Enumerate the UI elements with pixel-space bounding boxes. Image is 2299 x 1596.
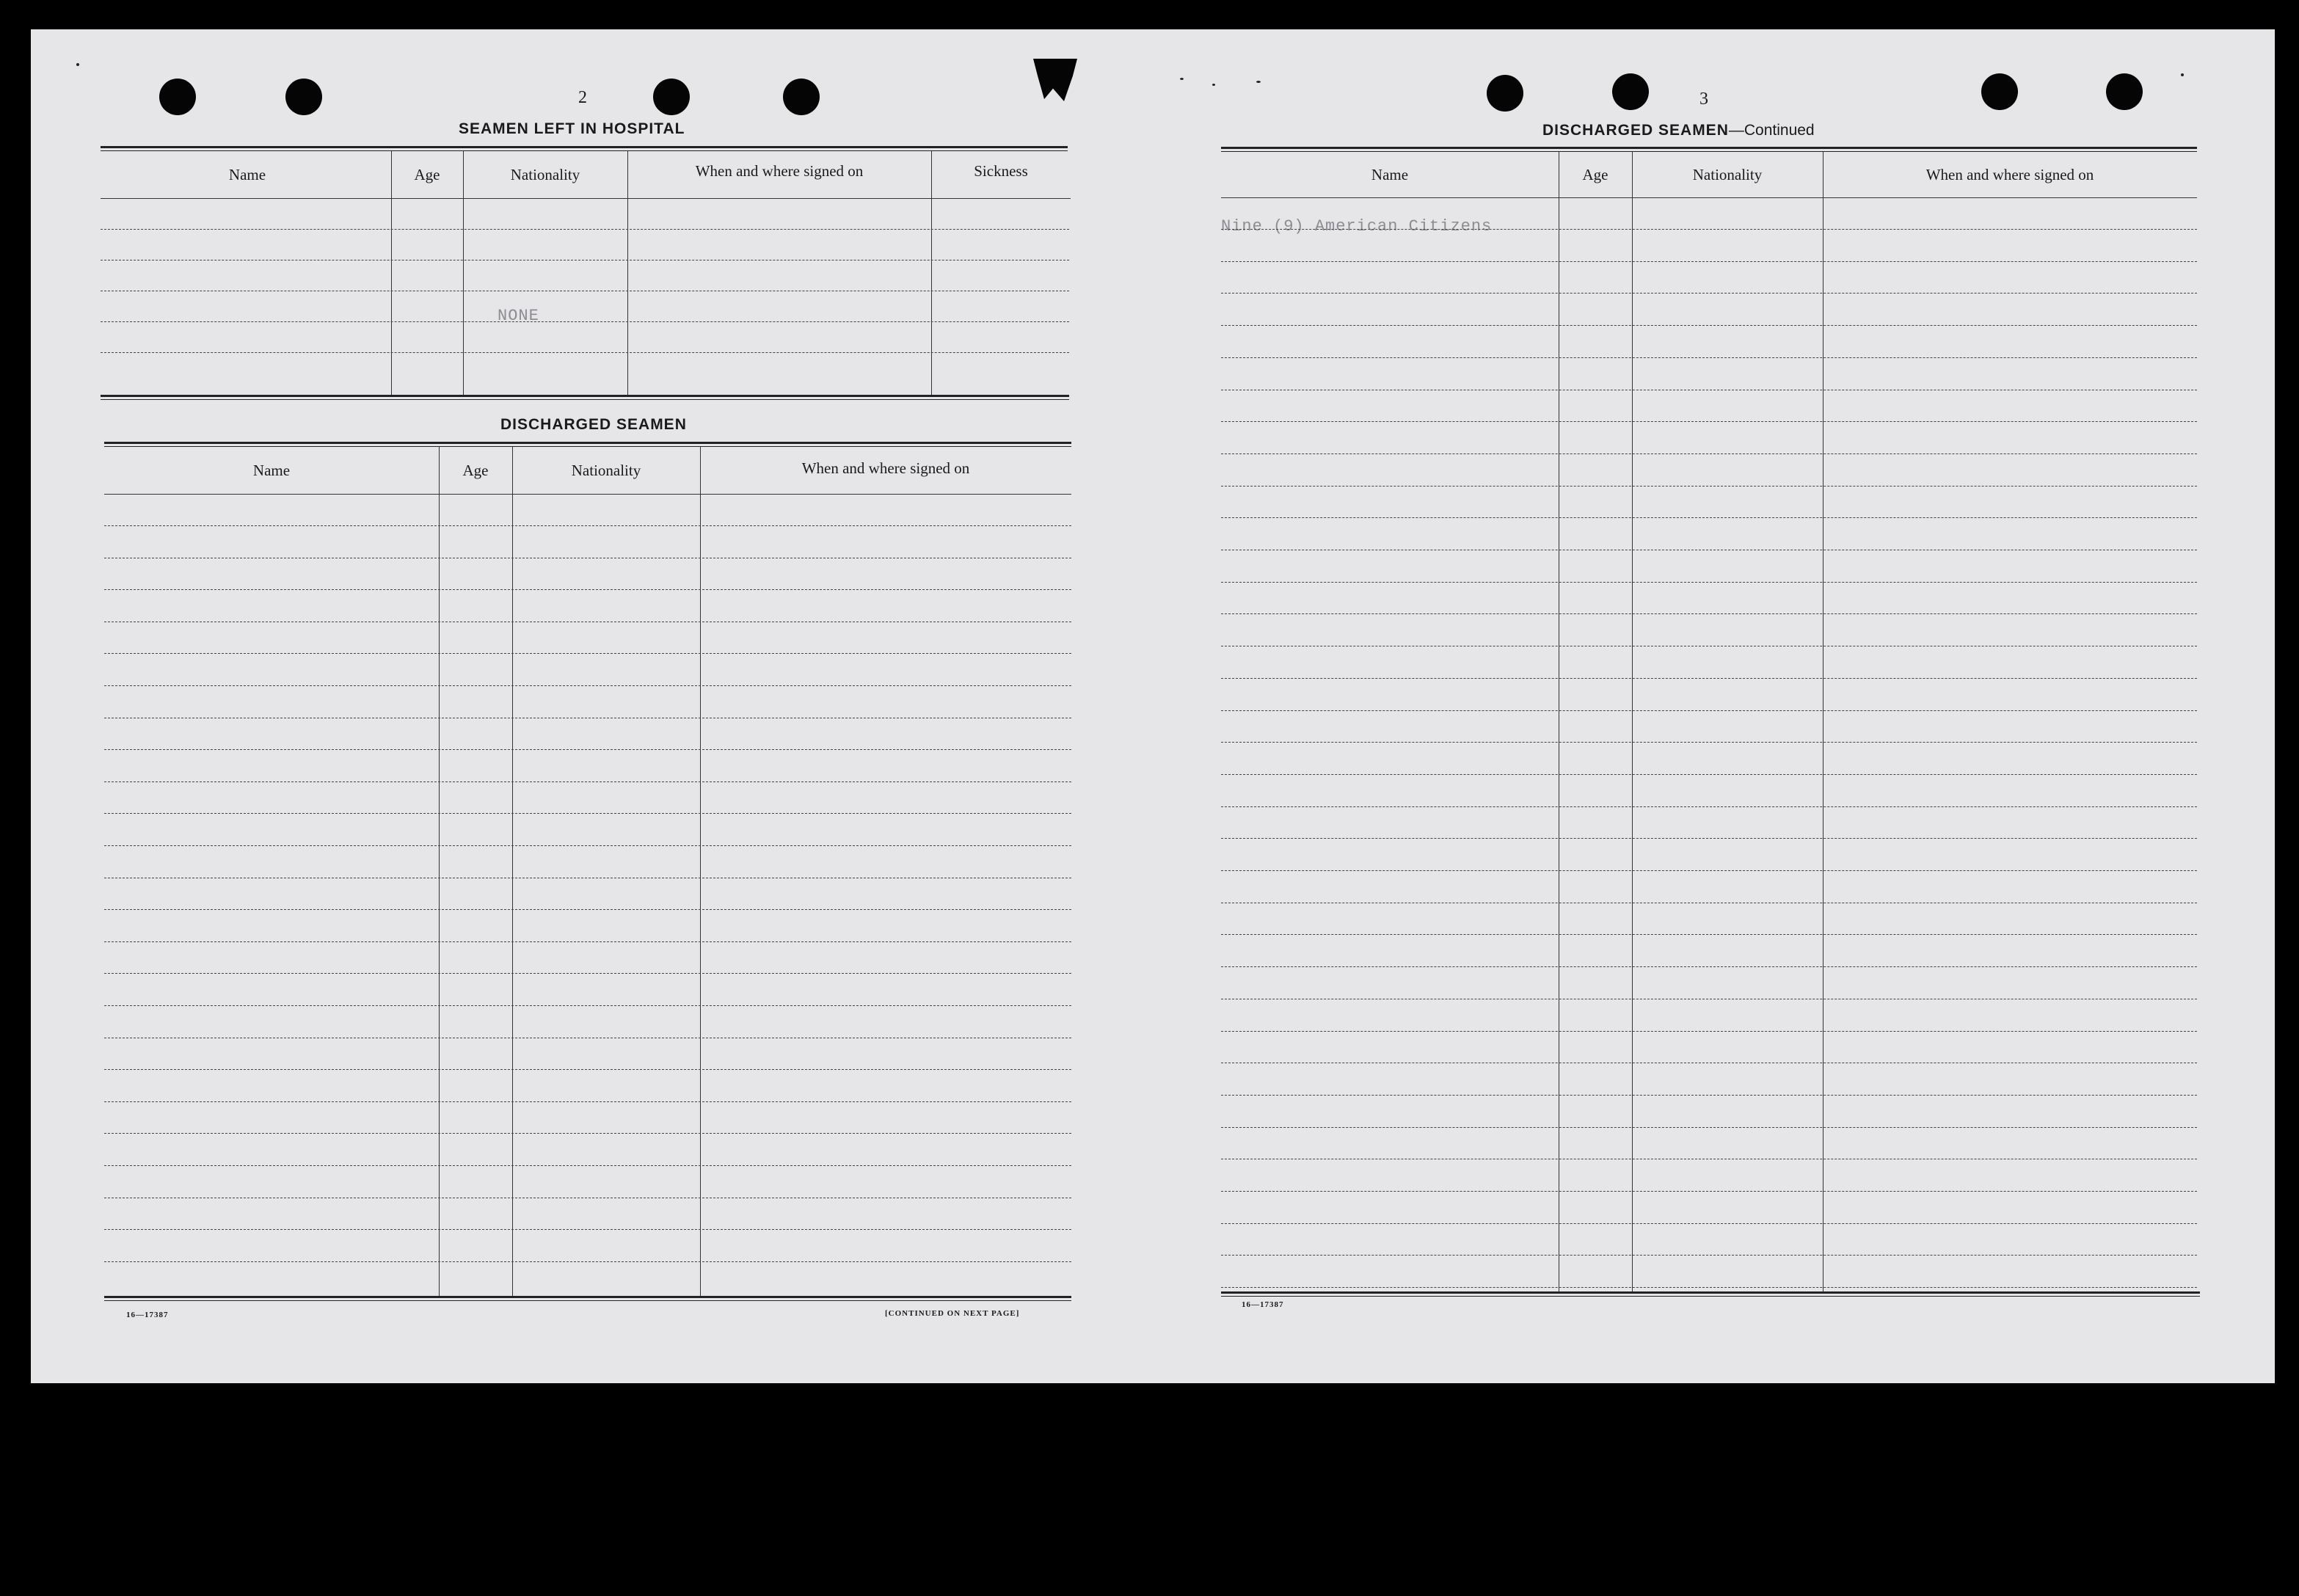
scanned-form-sheet (31, 29, 2275, 1383)
col-header-nationality: Nationality (571, 462, 641, 479)
entry-line (1221, 806, 2197, 807)
entry-line (1221, 1223, 2197, 1224)
title-double-rule (101, 146, 1068, 151)
entry-line (104, 845, 1071, 846)
continued-note: [CONTINUED ON NEXT PAGE] (885, 1309, 1020, 1318)
entry-line (1221, 261, 2197, 262)
col-header-nationality: Nationality (510, 166, 580, 183)
entry-line (1221, 774, 2197, 775)
entry-line (1221, 1031, 2197, 1032)
col-header-age: Age (462, 462, 489, 479)
entry-line (104, 909, 1071, 910)
entry-line (104, 1229, 1071, 1230)
entry-line (1221, 293, 2197, 294)
entry-line (104, 653, 1071, 654)
entry-line (104, 685, 1071, 686)
entry-line (1221, 1127, 2197, 1128)
page-number-left: 2 (578, 88, 587, 107)
page-number-right: 3 (1699, 90, 1708, 109)
section-bottom-rule (101, 395, 1069, 400)
entry-line (1221, 870, 2197, 871)
entry-line (1221, 838, 2197, 839)
col-header-nationality: Nationality (1692, 166, 1763, 183)
column-divider (391, 151, 392, 395)
punch-hole (285, 79, 322, 115)
section-bottom-rule (104, 1296, 1071, 1301)
entry-line (1221, 517, 2197, 518)
title-double-rule (1221, 147, 2197, 152)
punch-hole (159, 79, 196, 115)
col-header-signed-on: When and where signed on (1925, 166, 2094, 183)
entry-line (1221, 582, 2197, 583)
form-number-left: 16—17387 (126, 1311, 169, 1319)
entry-line (1221, 678, 2197, 679)
title-double-rule (104, 442, 1071, 447)
col-header-sickness: Sickness (974, 162, 1028, 180)
scan-speck (1212, 84, 1215, 86)
entry-line (1221, 1095, 2197, 1096)
entry-line (1221, 453, 2197, 454)
column-divider (931, 151, 932, 395)
entry-line (1221, 486, 2197, 487)
entry-line (104, 781, 1071, 782)
column-divider (1632, 152, 1633, 1294)
col-header-name: Name (1371, 166, 1409, 183)
entry-line (1221, 613, 2197, 614)
punch-hole (1612, 73, 1649, 110)
scan-speck (1256, 81, 1261, 83)
entry-line (101, 321, 1069, 322)
typed-entry-none: NONE (498, 307, 539, 325)
entry-line (1221, 357, 2197, 358)
entry-line (1221, 1255, 2197, 1256)
punch-hole (2106, 73, 2143, 110)
entry-line (1221, 421, 2197, 422)
entry-line (101, 352, 1069, 353)
entry-line (101, 229, 1069, 230)
torn-paper-edge (1033, 59, 1077, 101)
header-rule (101, 198, 1071, 199)
col-header-signed-on: When and where signed on (695, 162, 864, 180)
scan-speck (76, 63, 79, 66)
col-header-age: Age (1582, 166, 1608, 183)
scan-speck (1180, 78, 1184, 80)
entry-line (104, 749, 1071, 750)
typed-entry-nine-american-citizens: Nine (9) American Citizens (1221, 217, 1493, 236)
hospital-section-title: SEAMEN LEFT IN HOSPITAL (459, 120, 685, 137)
title-main: DISCHARGED SEAMEN (1542, 122, 1729, 139)
column-divider (463, 151, 464, 395)
entry-line (104, 1261, 1071, 1262)
entry-line (1221, 742, 2197, 743)
form-number-right: 16—17387 (1242, 1300, 1284, 1309)
entry-line (1221, 229, 2197, 230)
entry-line (104, 1101, 1071, 1102)
entry-line (1221, 934, 2197, 935)
entry-line (104, 1069, 1071, 1070)
punch-hole (783, 79, 820, 115)
column-divider (512, 447, 513, 1298)
section-bottom-rule (1221, 1291, 2200, 1297)
column-divider (627, 151, 628, 395)
entry-line (1221, 1287, 2197, 1288)
header-rule (104, 494, 1071, 495)
discharged-continued-title (1542, 122, 1815, 139)
entry-line (104, 941, 1071, 942)
col-header-age: Age (414, 166, 440, 183)
column-divider (700, 447, 701, 1298)
col-header-signed-on: When and where signed on (801, 459, 970, 477)
col-header-name: Name (252, 462, 291, 479)
entry-line (1221, 1191, 2197, 1192)
entry-line (104, 1165, 1071, 1166)
punch-hole (1981, 73, 2018, 110)
entry-line (104, 1005, 1071, 1006)
entry-line (1221, 710, 2197, 711)
entry-line (104, 813, 1071, 814)
scan-speck (2181, 73, 2184, 76)
column-divider (439, 447, 440, 1298)
header-rule (1221, 197, 2197, 198)
entry-line (104, 973, 1071, 974)
title-suffix: —Continued (1728, 122, 1815, 139)
entry-line (1221, 966, 2197, 967)
punch-hole (653, 79, 690, 115)
col-header-name: Name (228, 166, 266, 183)
entry-line (104, 525, 1071, 526)
entry-line (104, 589, 1071, 590)
entry-line (104, 1133, 1071, 1134)
discharged-section-title: DISCHARGED SEAMEN (500, 416, 687, 433)
entry-line (1221, 325, 2197, 326)
punch-hole (1487, 75, 1523, 112)
